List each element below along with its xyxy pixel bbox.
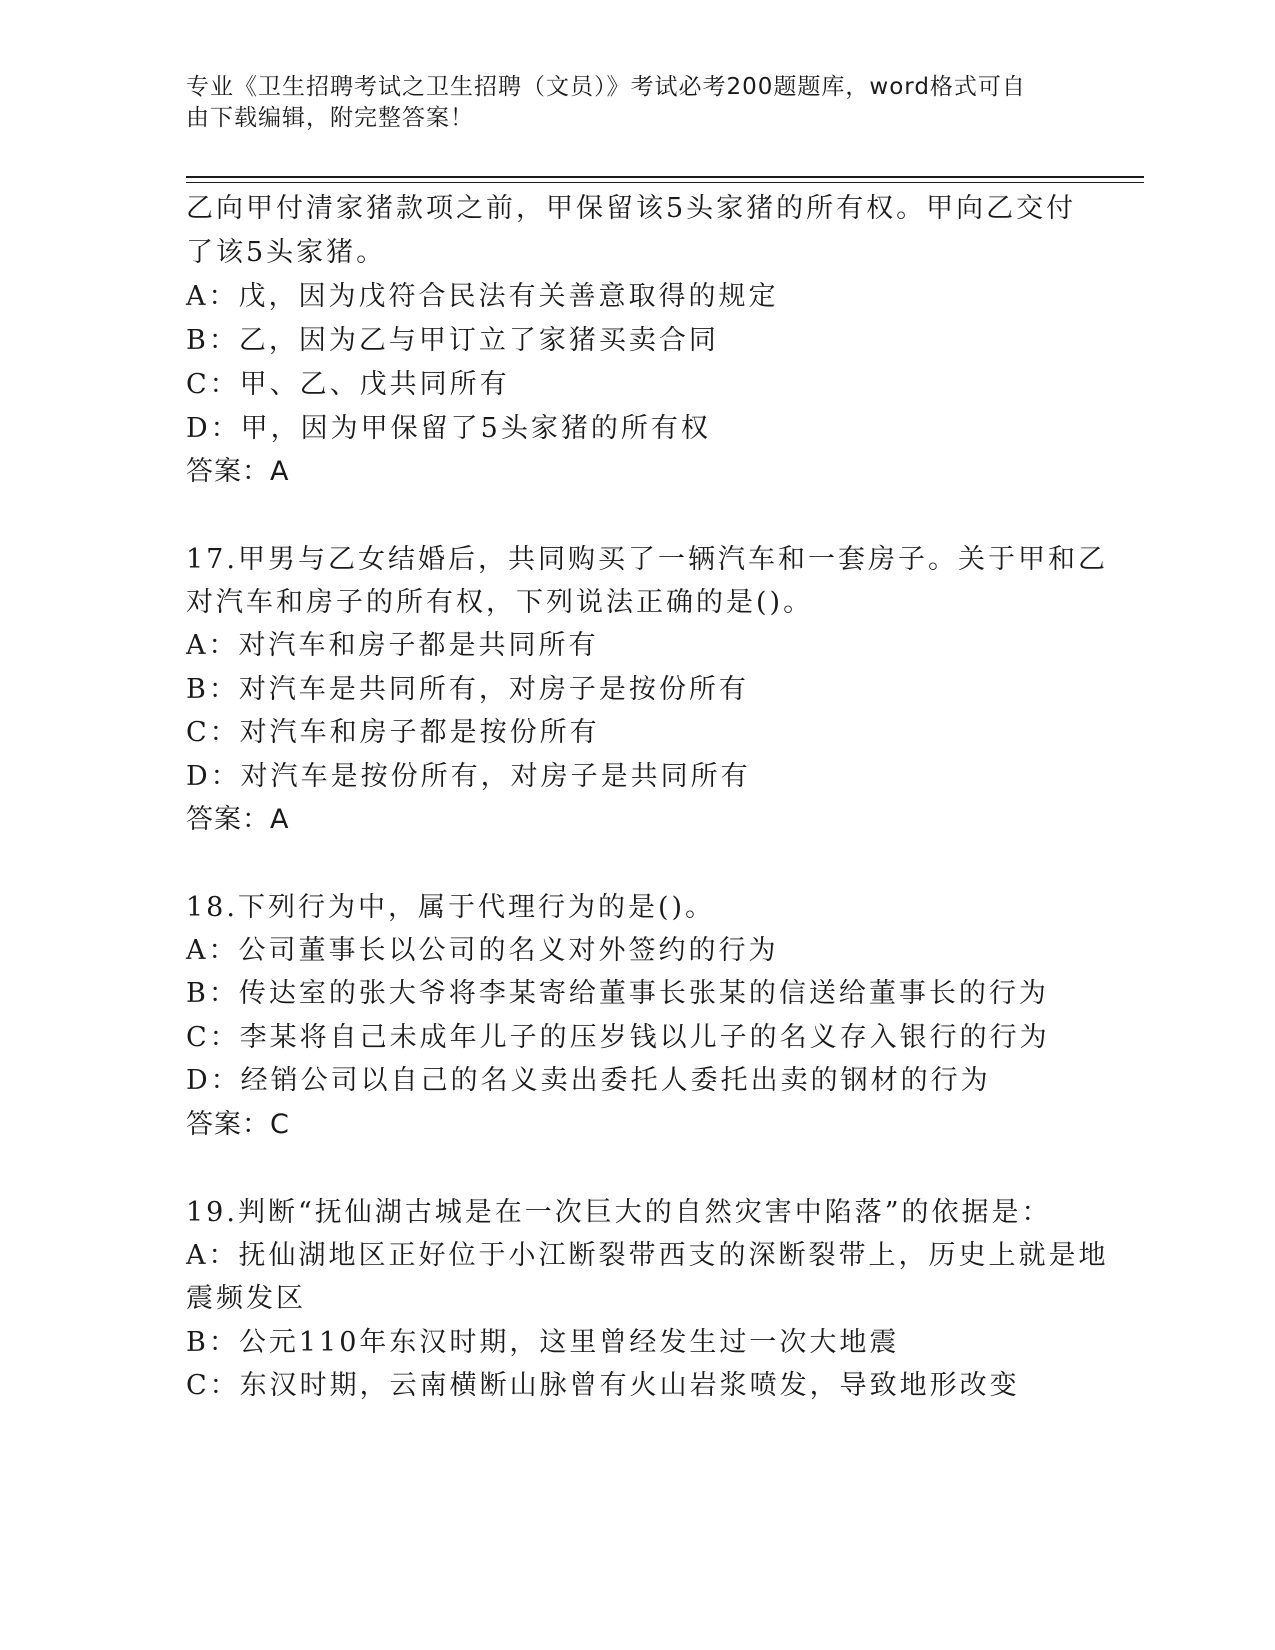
- document-header: [186, 72, 1076, 134]
- option-a: A：公司董事长以公司的名义对外签约的行为: [186, 935, 779, 966]
- question-16-continuation-line: 了该5头家猪。: [186, 237, 387, 268]
- question-16-continuation-line: 乙向甲付清家猪款项之前，甲保留该5头家猪的所有权。甲向乙交付: [186, 193, 1077, 224]
- option-d: D：对汽车是按份所有，对房子是共同所有: [186, 761, 751, 792]
- option-d: D：甲，因为甲保留了5头家猪的所有权: [186, 413, 711, 444]
- option-b: B：对汽车是共同所有，对房子是按份所有: [186, 674, 749, 705]
- header-divider-thick: [186, 176, 1144, 178]
- option-c: C：东汉时期，云南横断山脉曾有火山岩浆喷发，导致地形改变: [186, 1370, 1020, 1401]
- option-d: D：经销公司以自己的名义卖出委托人委托出卖的钢材的行为: [186, 1065, 991, 1096]
- question-17-stem: 17.甲男与乙女结婚后，共同购买了一辆汽车和一套房子。关于甲和乙: [186, 544, 1108, 575]
- option-a: A：对汽车和房子都是共同所有: [186, 630, 599, 661]
- option-c: C：对汽车和房子都是按份所有: [186, 717, 600, 748]
- question-19-stem: 19.判断“抚仙湖古城是在一次巨大的自然灾害中陷落”的依据是：: [186, 1197, 1052, 1228]
- option-a: A：抚仙湖地区正好位于小江断裂带西支的深断裂带上，历史上就是地: [186, 1240, 1109, 1271]
- answer-label: 答案：A: [186, 456, 290, 487]
- header-divider-thin: [186, 182, 1144, 183]
- question-18-stem: 18.下列行为中，属于代理行为的是()。: [186, 892, 716, 923]
- option-c: C：甲、乙、戊共同所有: [186, 369, 510, 400]
- question-17-stem: 对汽车和房子的所有权，下列说法正确的是()。: [186, 587, 814, 618]
- header-line-1: 专业《卫生招聘考试之卫生招聘（文员）》考试必考200题题库，word格式可自: [186, 74, 1026, 100]
- header-line-2: 由下载编辑，附完整答案！: [186, 105, 474, 131]
- option-c: C：李某将自己未成年儿子的压岁钱以儿子的名义存入银行的行为: [186, 1022, 1050, 1053]
- option-b: B：传达室的张大爷将李某寄给董事长张某的信送给董事长的行为: [186, 978, 1049, 1009]
- option-b: B：乙，因为乙与甲订立了家猪买卖合同: [186, 325, 719, 356]
- option-b: B：公元110年东汉时期，这里曾经发生过一次大地震: [186, 1327, 900, 1358]
- answer-label: 答案：A: [186, 804, 290, 835]
- option-a-continuation: 震频发区: [186, 1283, 306, 1314]
- answer-label: 答案：C: [186, 1109, 290, 1140]
- option-a: A：戊，因为戊符合民法有关善意取得的规定: [186, 281, 779, 312]
